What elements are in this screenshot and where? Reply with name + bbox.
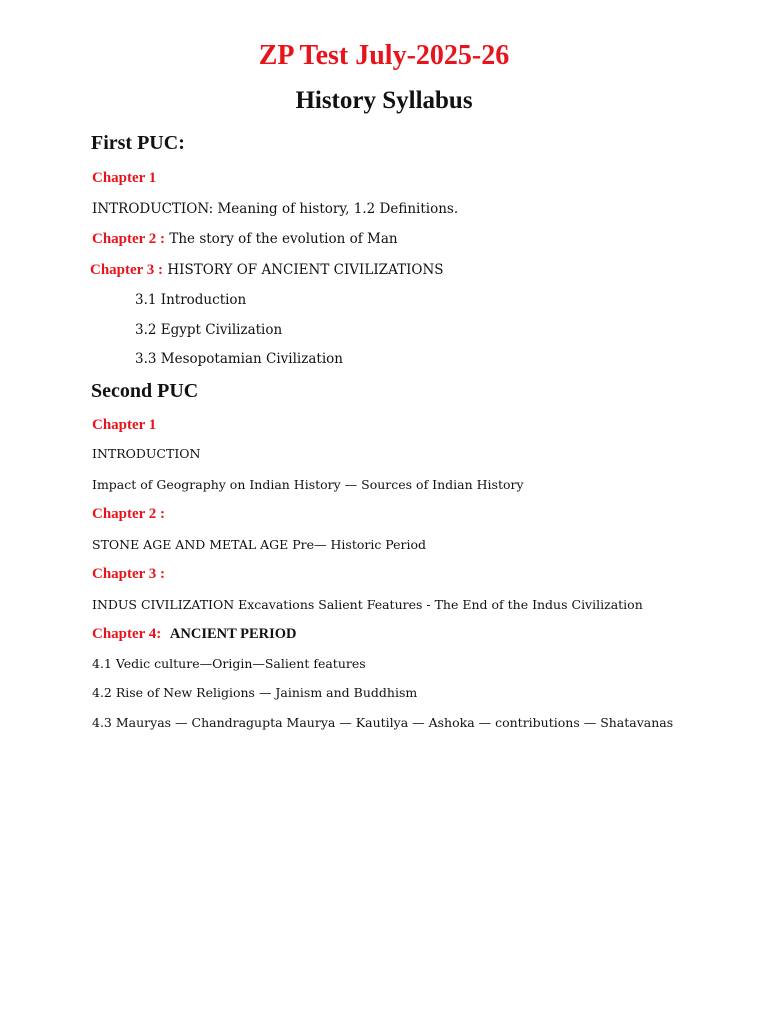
- item-4-1: 4.1 Vedic culture—Origin—Salient features: [92, 656, 366, 671]
- chapter-label: Chapter 4:: [92, 626, 162, 642]
- second-puc-chapter1-label: [92, 417, 156, 434]
- sub-item-3-2: 3.2 Egypt Civilization: [135, 322, 283, 338]
- document-title: ZP Test July-2025-26: [258, 40, 510, 71]
- chapter-label: Chapter 3 :: [90, 262, 164, 278]
- chapter-text: The story of the evolution of Man: [165, 231, 398, 247]
- second-puc-chapter2-text: STONE AGE AND METAL AGE Pre— Historic Period: [92, 537, 427, 552]
- first-puc-chapter1-text: INTRODUCTION: Meaning of history, 1.2 Definitions.: [92, 201, 459, 217]
- sub-item-3-3: 3.3 Mesopotamian Civilization: [135, 351, 343, 367]
- first-puc-chapter2: [92, 231, 398, 248]
- second-puc-chapter4: [92, 626, 297, 643]
- sub-item-3-1: 3.1 Introduction: [135, 292, 247, 308]
- second-puc-heading: Second PUC: [91, 380, 199, 402]
- chapter-label: Chapter 1: [92, 170, 157, 186]
- chapter-title: ANCIENT PERIOD: [169, 626, 297, 642]
- second-puc-chapter3-text: INDUS CIVILIZATION Excavations Salient Features - The End of the Indus Civilization: [92, 597, 643, 612]
- first-puc-chapter3: [90, 262, 444, 279]
- item-4-3: 4.3 Mauryas — Chandragupta Maurya — Kautilya — Ashoka — contributions — Shatavanas: [92, 715, 674, 730]
- document-subtitle: History Syllabus: [295, 87, 473, 114]
- chapter-label: Chapter 3 :: [92, 566, 166, 582]
- second-puc-chapter1-line2: Impact of Geography on Indian History — Sources of Indian History: [92, 477, 524, 492]
- chapter-text: HISTORY OF ANCIENT CIVILIZATIONS: [163, 262, 444, 278]
- second-puc-chapter1-line1: INTRODUCTION: [92, 446, 201, 461]
- item-4-2: 4.2 Rise of New Religions — Jainism and Buddhism: [92, 685, 418, 700]
- chapter-label: Chapter 1: [92, 417, 157, 433]
- first-puc-chapter1-label: [92, 170, 156, 187]
- first-puc-heading: First PUC:: [91, 132, 185, 154]
- chapter-label: Chapter 2 :: [92, 506, 166, 522]
- chapter-label: Chapter 2 :: [92, 231, 166, 247]
- second-puc-chapter3-label: [92, 566, 165, 583]
- second-puc-chapter2-label: [92, 506, 165, 523]
